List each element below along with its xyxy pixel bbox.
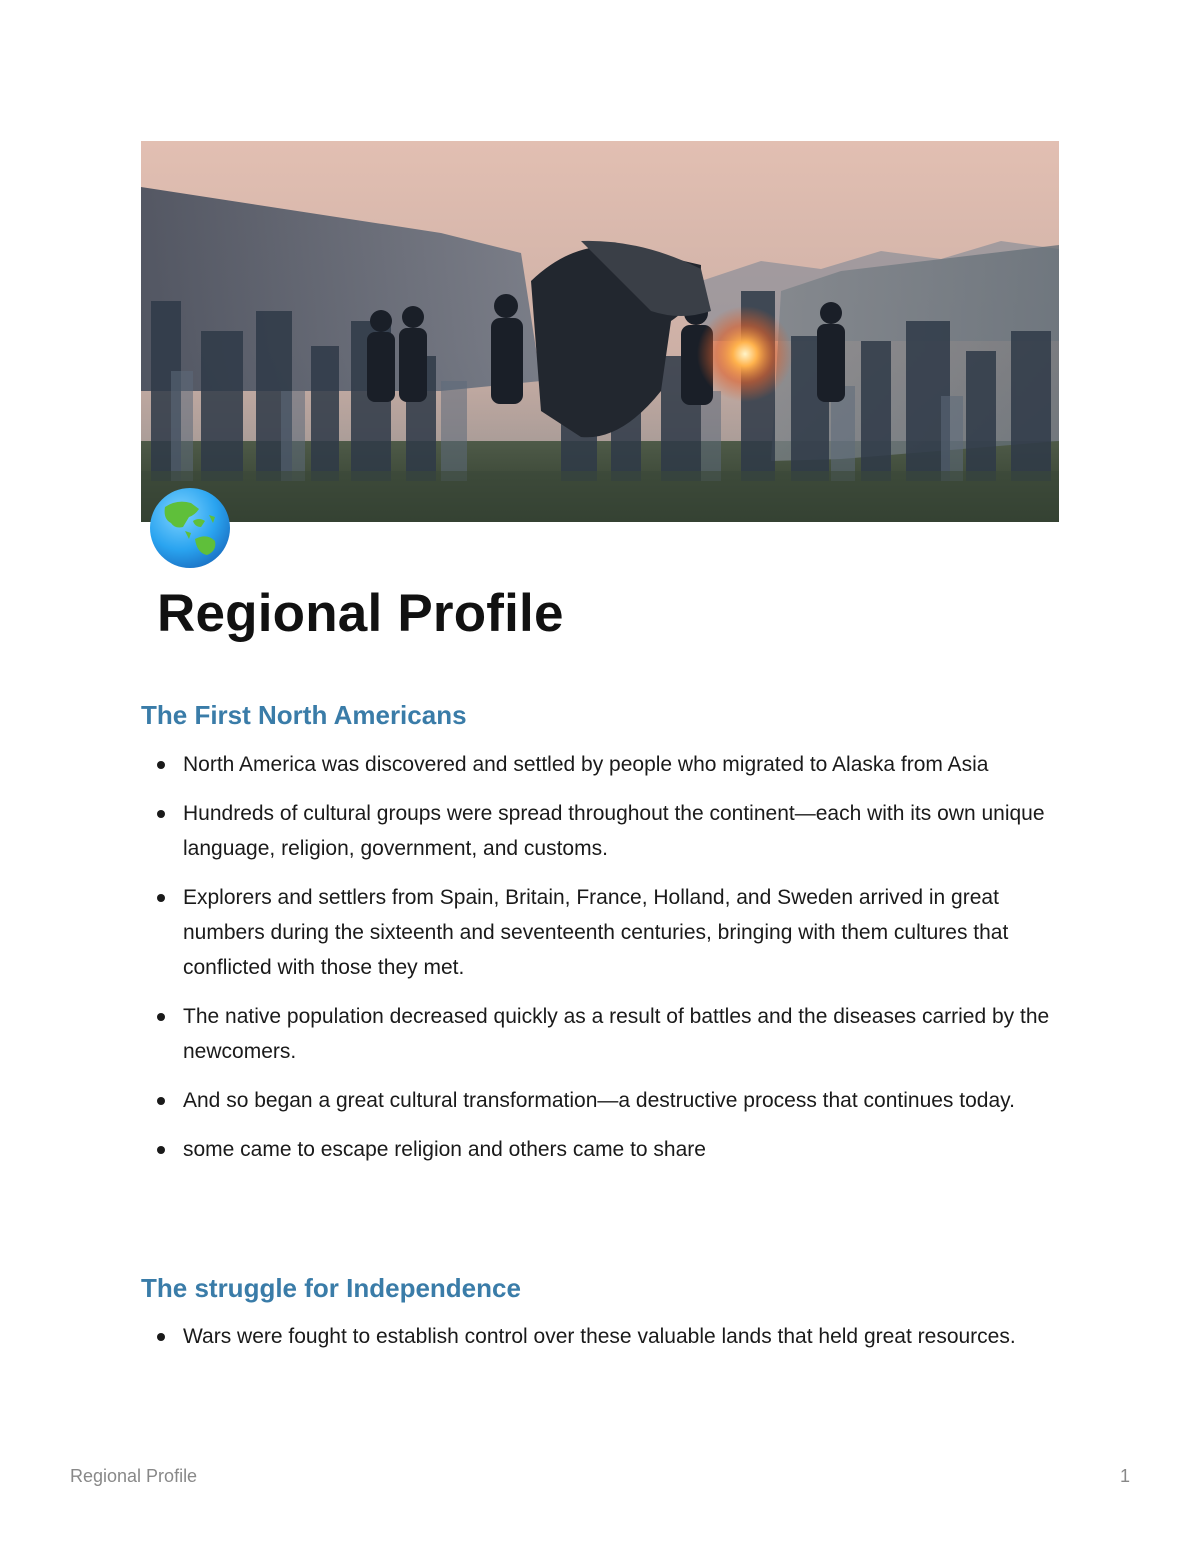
list-item: Wars were fought to establish control over these valuable lands that held great resources. bbox=[141, 1319, 1061, 1354]
list-item: The native population decreased quickly as a result of battles and the diseases carried by the newcomers. bbox=[141, 999, 1061, 1069]
section-heading-struggle-for-independence: The struggle for Independence bbox=[141, 1273, 521, 1303]
footer-document-title: Regional Profile bbox=[70, 1466, 198, 1486]
list-item: some came to escape religion and others came to share bbox=[141, 1132, 1061, 1167]
cover-image bbox=[141, 141, 1059, 522]
footer-page-number: 1 bbox=[1119, 1466, 1130, 1486]
list-item: And so began a great cultural transformation—a destructive process that continues today. bbox=[141, 1083, 1061, 1118]
list-item: North America was discovered and settled by people who migrated to Alaska from Asia bbox=[141, 747, 1061, 782]
globe-icon[interactable] bbox=[149, 487, 231, 569]
page-title: Regional Profile bbox=[157, 584, 564, 643]
section-heading-first-north-americans: The First North Americans bbox=[141, 700, 467, 730]
bullet-list-first-north-americans bbox=[141, 747, 1061, 1181]
bullet-list-struggle-for-independence bbox=[141, 1319, 1061, 1368]
list-item: Hundreds of cultural groups were spread throughout the continent—each with its own unique language, religion, government, and customs. bbox=[141, 796, 1061, 866]
list-item: Explorers and settlers from Spain, Britain, France, Holland, and Sweden arrived in great numbers during the sixteenth and seventeenth centuries, bringing with them cultures that conflicted with those they met. bbox=[141, 880, 1061, 985]
